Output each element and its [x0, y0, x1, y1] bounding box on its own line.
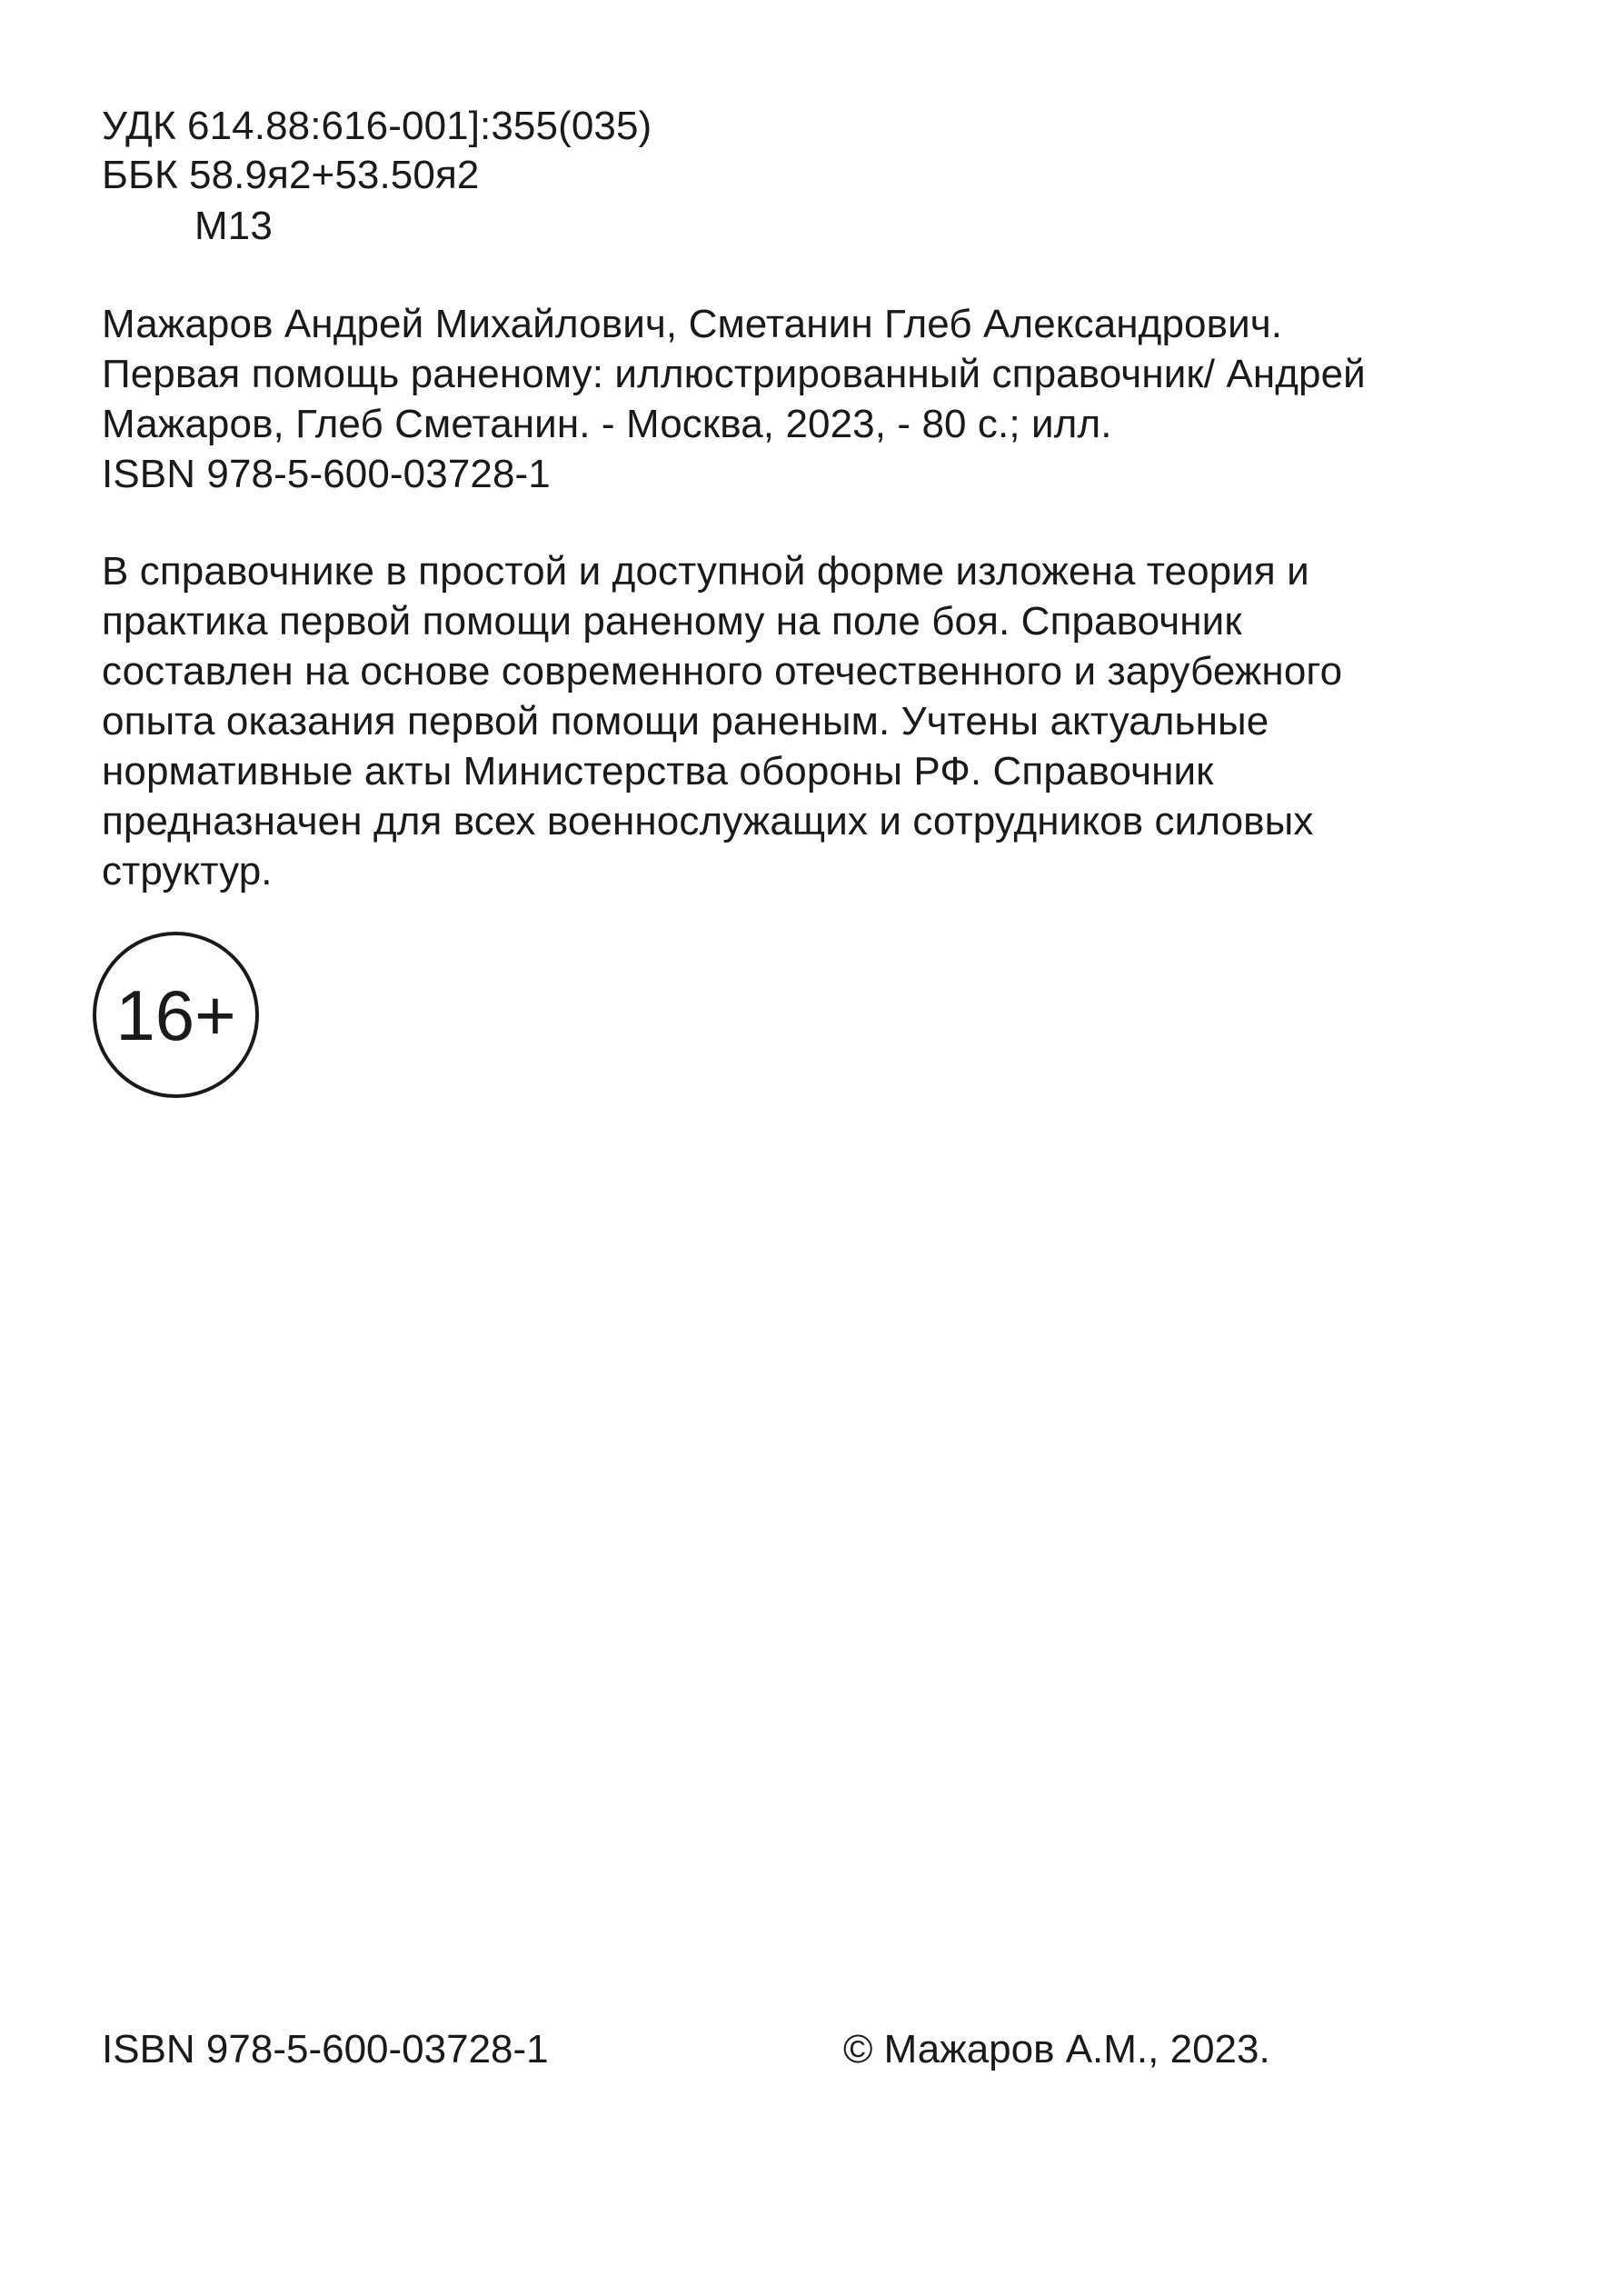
annotation-line: В справочнике в простой и доступной форме изложена теория и — [102, 549, 1309, 594]
bbk-code: ББК 58.9я2+53.50я2 — [102, 153, 480, 197]
annotation-line: структур. — [102, 849, 273, 893]
bibliographic-line: Мажаров, Глеб Сметанин. - Москва, 2023, - 80 с.; илл. — [102, 402, 1112, 446]
udk-code: УДК 614.88:616-001]:355(035) — [102, 104, 652, 148]
annotation-line: составлен на основе современного отечественного и зарубежного — [102, 649, 1343, 694]
author-mark: М13 — [194, 204, 273, 248]
bibliographic-line: Мажаров Андрей Михайлович, Сметанин Глеб Александрович. — [102, 302, 1283, 346]
footer-isbn: ISBN 978-5-600-03728-1 — [102, 2027, 549, 2071]
bibliographic-isbn: ISBN 978-5-600-03728-1 — [102, 452, 551, 496]
age-rating-badge — [93, 932, 259, 1098]
age-rating-label: 16+ — [115, 974, 236, 1055]
annotation-line: нормативные акты Министерства обороны РФ. Справочник — [102, 749, 1214, 794]
annotation-line: практика первой помощи раненому на поле боя. Справочник — [102, 599, 1242, 644]
copyright-notice: © Мажаров А.М., 2023. — [843, 2027, 1270, 2071]
annotation-line: опыта оказания первой помощи раненым. Учтены актуальные — [102, 699, 1269, 744]
bibliographic-line: Первая помощь раненому: иллюстрированный справочник/ Андрей — [102, 352, 1366, 396]
annotation-line: предназначен для всех военнослужащих и сотрудников силовых — [102, 799, 1314, 844]
